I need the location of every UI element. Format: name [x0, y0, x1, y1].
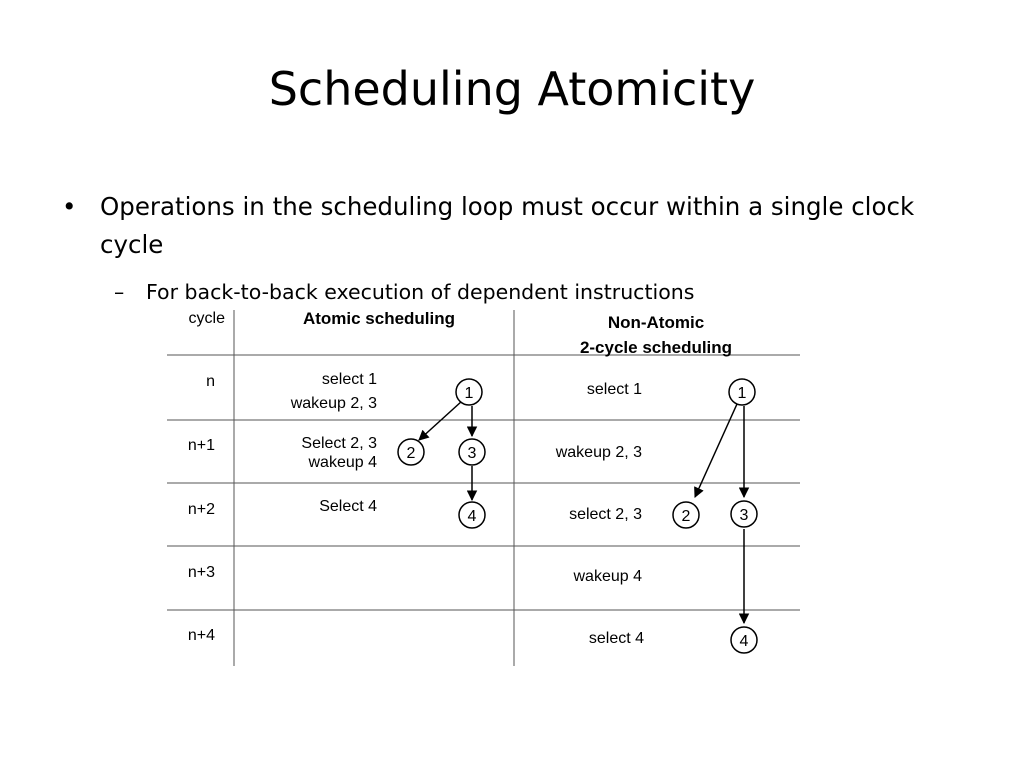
nonatomic-op: wakeup 4: [573, 568, 642, 585]
svg-text:4: 4: [739, 633, 749, 650]
sub-bullet-marker: –: [114, 280, 125, 304]
header-atomic: Atomic scheduling: [302, 309, 456, 328]
cycle-label: n+4: [187, 627, 215, 644]
svg-text:2: 2: [681, 508, 691, 525]
header-cycle: cycle: [188, 310, 225, 327]
svg-text:3: 3: [739, 507, 749, 524]
cycle-label: n: [206, 373, 215, 390]
atomic-node-2: [398, 439, 424, 465]
svg-text:3: 3: [467, 445, 477, 462]
atomic-op: Select 4: [319, 498, 377, 515]
bullet-text: Operations in the scheduling loop must occur within a single clock cycle: [100, 192, 915, 259]
atomic-op: wakeup 2, 3: [290, 395, 377, 412]
svg-text:1: 1: [737, 385, 747, 402]
nonatomic-op: select 1: [586, 381, 642, 398]
atomic-node-3: [459, 439, 485, 465]
svg-text:4: 4: [467, 508, 477, 525]
cycle-label: n+3: [187, 564, 215, 581]
nonatomic-node-1: [729, 379, 755, 405]
bullet-marker: •: [62, 192, 77, 221]
nonatomic-op: select 4: [588, 630, 644, 647]
atomic-node-1: [456, 379, 482, 405]
nonatomic-node-2: [673, 502, 699, 528]
atomic-op: Select 2, 3: [301, 435, 377, 452]
nonatomic-node-4: [731, 627, 757, 653]
cycle-label: n+1: [187, 437, 215, 454]
cycle-label: n+2: [187, 501, 215, 518]
svg-text:2: 2: [406, 445, 416, 462]
header-nonatomic-line2: 2-cycle scheduling: [579, 338, 733, 357]
nonatomic-op: select 2, 3: [569, 506, 642, 523]
atomic-op: select 1: [321, 371, 377, 388]
nonatomic-op: wakeup 2, 3: [555, 444, 642, 461]
slide-title: Scheduling Atomicity: [268, 62, 756, 116]
atomic-op: wakeup 4: [308, 454, 377, 471]
table-grid: [167, 310, 800, 666]
svg-text:1: 1: [464, 385, 474, 402]
header-nonatomic-line1: Non-Atomic: [607, 313, 705, 332]
atomic-node-4: [459, 502, 485, 528]
nonatomic-node-3: [731, 501, 757, 527]
sub-bullet-text: For back-to-back execution of dependent instructions: [146, 280, 695, 304]
